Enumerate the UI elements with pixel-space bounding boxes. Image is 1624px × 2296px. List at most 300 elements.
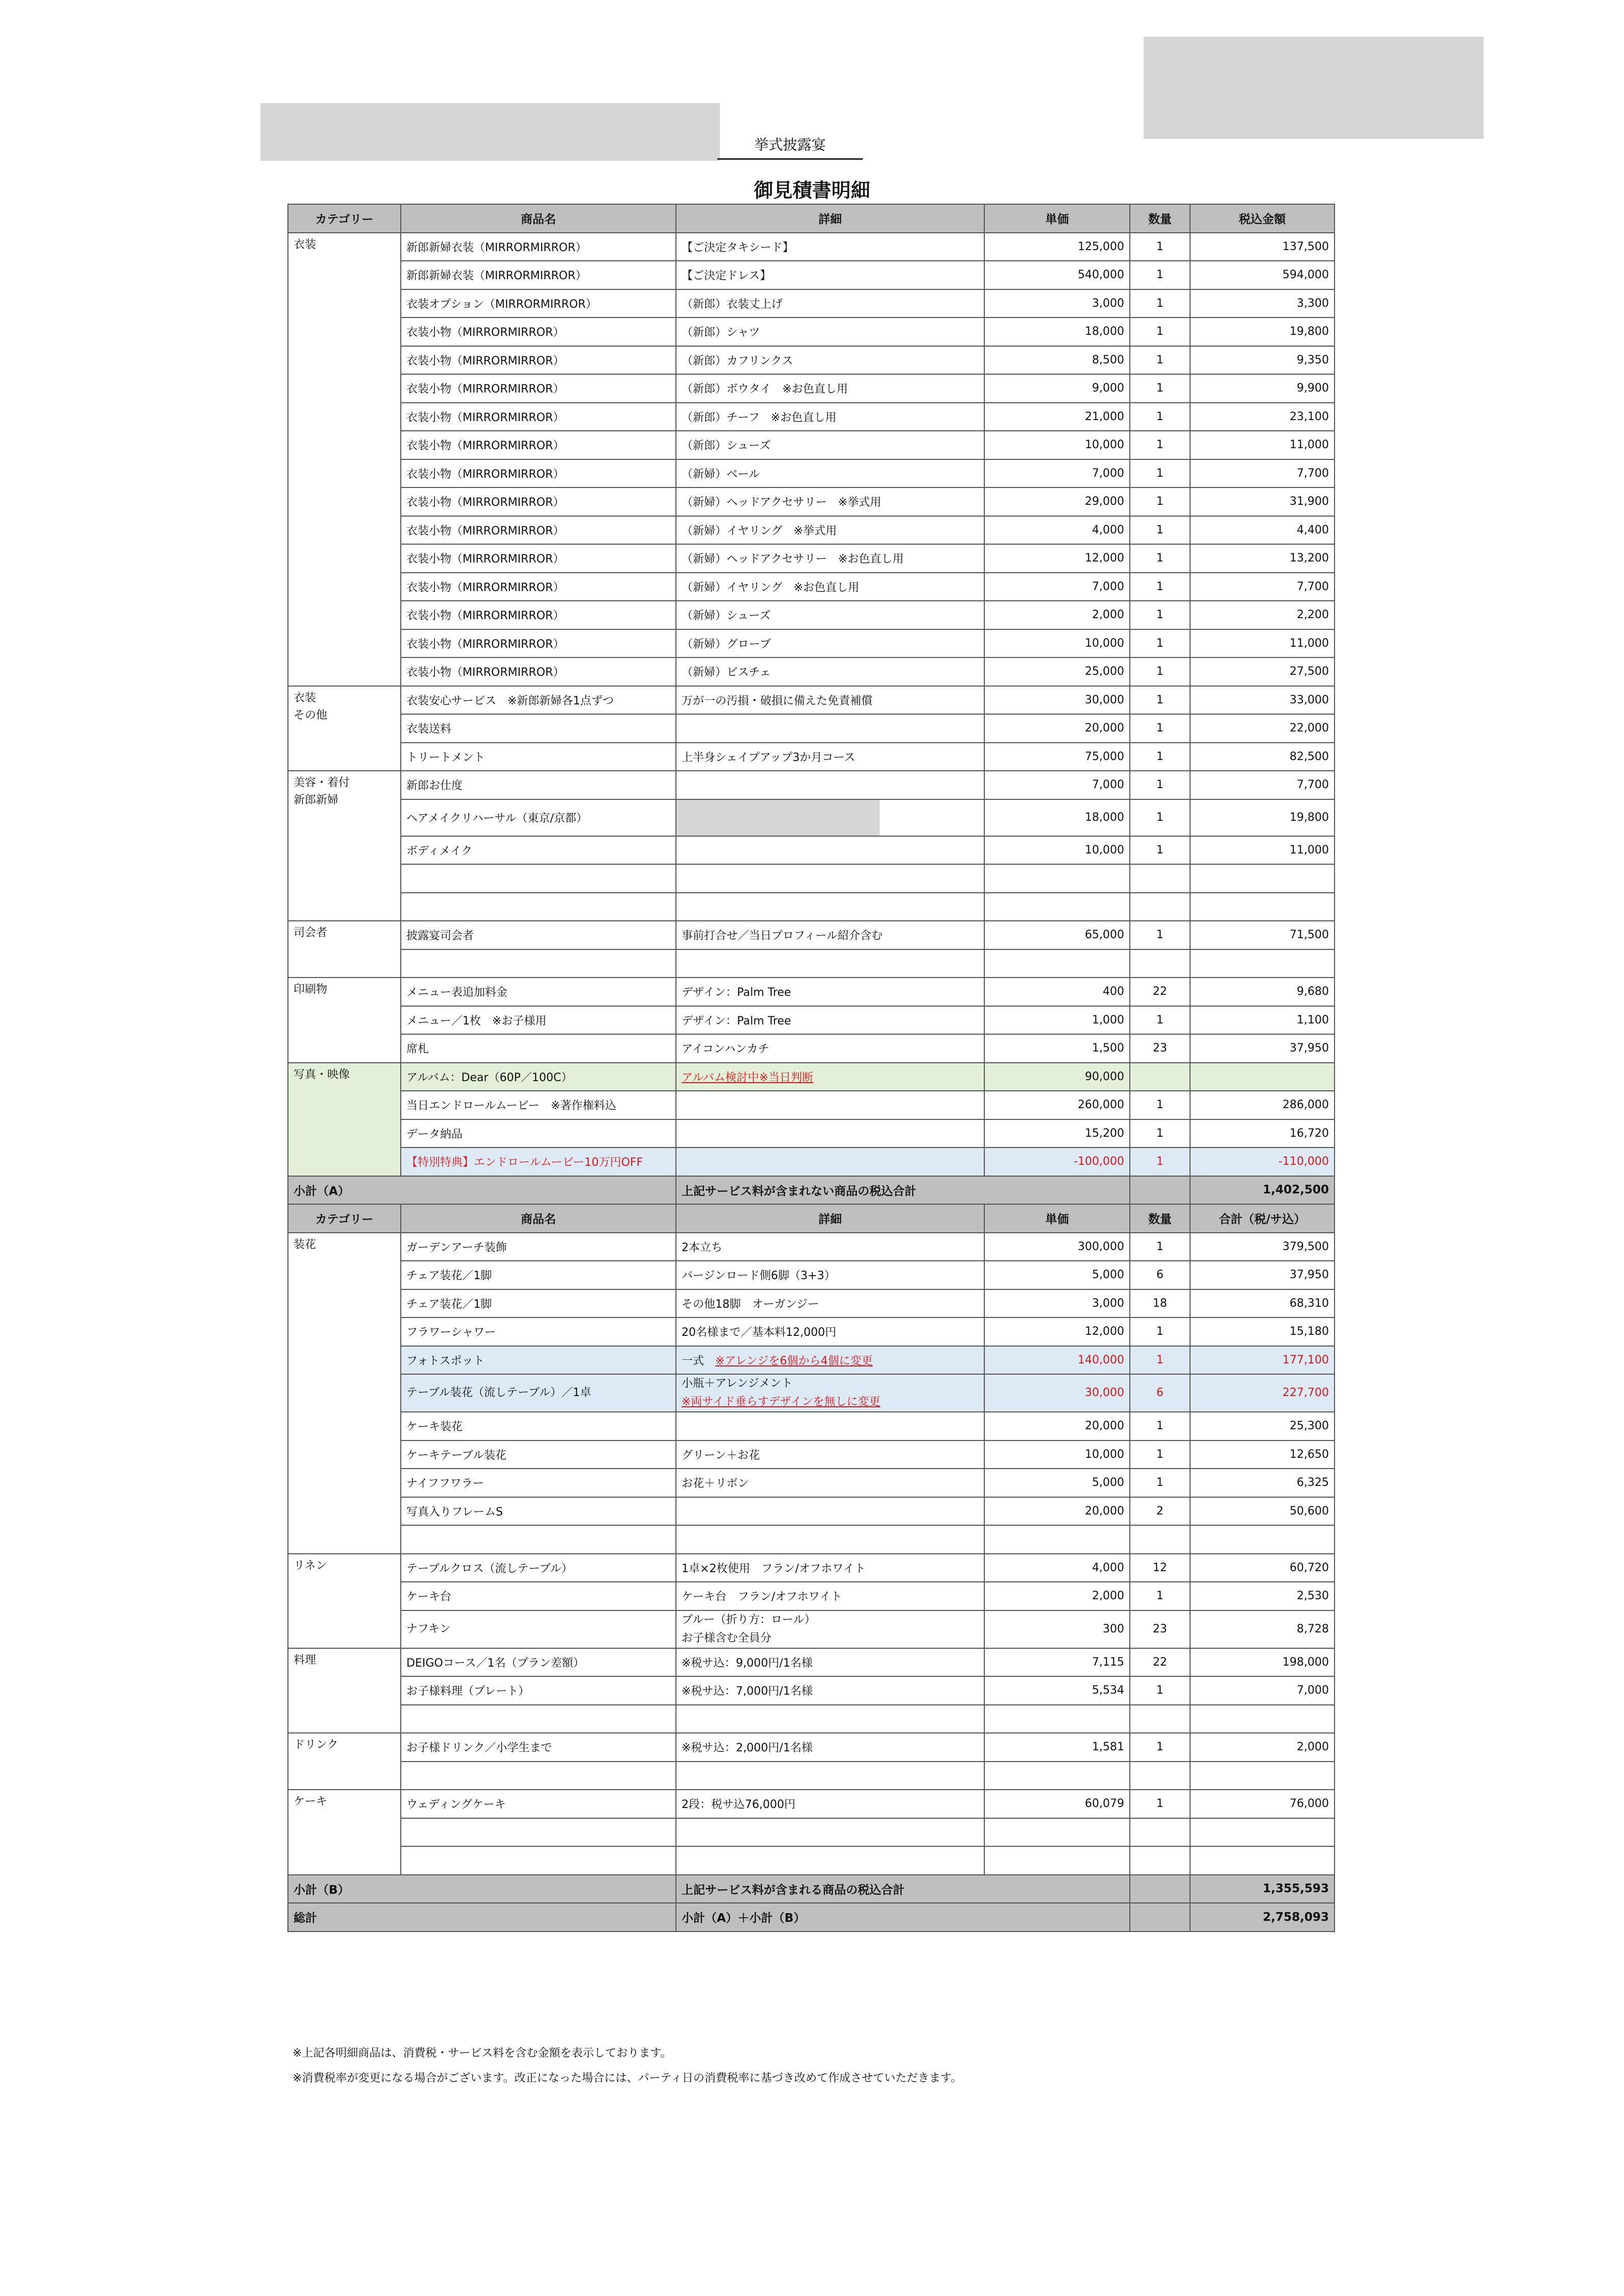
table-row — [288, 1063, 1335, 1091]
table-row — [288, 516, 1335, 545]
table-row — [288, 1818, 1335, 1847]
unit-price-cell: 21,000 — [984, 403, 1130, 431]
quantity-cell: 1 — [1130, 403, 1190, 431]
detail-cell: 【ご決定ドレス】 — [676, 261, 984, 289]
quantity-cell: 1 — [1130, 657, 1190, 686]
quantity-cell: 1 — [1130, 1233, 1190, 1261]
column-header-category: カテゴリー — [288, 204, 401, 233]
unit-price-cell — [984, 949, 1130, 978]
item-name-cell: ケーキテーブル装花 — [401, 1440, 676, 1469]
amount-cell: 4,400 — [1190, 516, 1335, 545]
category-cell: 料理 — [288, 1648, 401, 1733]
table-row — [288, 1091, 1335, 1119]
unit-price-cell: 25,000 — [984, 657, 1130, 686]
ceremony-label: 挙式披露宴 — [717, 132, 863, 160]
category-cell: リネン — [288, 1554, 401, 1648]
category-cell: 美容・着付 新郎新婦 — [288, 771, 401, 921]
unit-price-cell: 30,000 — [984, 686, 1130, 715]
item-name-cell: 衣装小物（MIRRORMIRROR） — [401, 657, 676, 686]
table-row — [288, 949, 1335, 978]
amount-cell — [1190, 1063, 1335, 1091]
unit-price-cell: 20,000 — [984, 714, 1130, 743]
table-row — [288, 1346, 1335, 1375]
column-header-category: カテゴリー — [288, 1204, 401, 1233]
amount-cell: 6,325 — [1190, 1469, 1335, 1497]
column-header-quantity: 数量 — [1130, 1204, 1190, 1233]
item-name-cell: 衣装小物（MIRRORMIRROR） — [401, 403, 676, 431]
item-name-cell: 席札 — [401, 1034, 676, 1063]
detail-cell: バージンロード側6脚（3+3） — [676, 1261, 984, 1289]
table-row — [288, 1790, 1335, 1818]
unit-price-cell: 10,000 — [984, 1440, 1130, 1469]
item-name-cell: 衣装小物（MIRRORMIRROR） — [401, 346, 676, 375]
table-header-row — [288, 1204, 1335, 1233]
amount-cell: 37,950 — [1190, 1261, 1335, 1289]
quantity-cell: 1 — [1130, 1440, 1190, 1469]
amount-cell: 1,100 — [1190, 1006, 1335, 1035]
summary-amount: 1,355,593 — [1190, 1875, 1335, 1903]
summary-label: 小計（B） — [288, 1875, 676, 1903]
amount-cell: 8,728 — [1190, 1610, 1335, 1648]
unit-price-cell: 5,000 — [984, 1261, 1130, 1289]
item-name-cell: データ納品 — [401, 1119, 676, 1148]
detail-cell: （新婦）イヤリング ※挙式用 — [676, 516, 984, 545]
unit-price-cell: 20,000 — [984, 1412, 1130, 1440]
item-name-cell — [401, 864, 676, 893]
quantity-cell: 22 — [1130, 978, 1190, 1006]
amount-cell: 7,700 — [1190, 771, 1335, 799]
amount-cell: 2,000 — [1190, 1733, 1335, 1762]
item-name-cell: お子様料理（プレート） — [401, 1676, 676, 1705]
detail-cell: （新婦）イヤリング ※お色直し用 — [676, 573, 984, 601]
detail-cell — [676, 1705, 984, 1733]
detail-cell: （新婦）シューズ — [676, 601, 984, 629]
detail-cell: ブルー（折り方：ロール） お子様含む全員分 — [676, 1610, 984, 1648]
quantity-cell: 1 — [1130, 1582, 1190, 1610]
item-name-cell: 【特別特典】エンドロールムービー10万円OFF — [401, 1147, 676, 1176]
unit-price-cell: 12,000 — [984, 1317, 1130, 1346]
unit-price-cell — [984, 1705, 1130, 1733]
quantity-cell: 1 — [1130, 1317, 1190, 1346]
quantity-cell: 1 — [1130, 346, 1190, 375]
table-row — [288, 1469, 1335, 1497]
amount-cell: 31,900 — [1190, 487, 1335, 516]
item-name-cell: 衣装小物（MIRRORMIRROR） — [401, 601, 676, 629]
category-cell: 衣装 その他 — [288, 686, 401, 771]
quantity-cell: 1 — [1130, 487, 1190, 516]
quantity-cell: 1 — [1130, 629, 1190, 658]
quantity-cell: 1 — [1130, 1091, 1190, 1119]
table-row — [288, 317, 1335, 346]
table-row — [288, 921, 1335, 949]
column-header-detail: 詳細 — [676, 1204, 984, 1233]
unit-price-cell: 7,000 — [984, 573, 1130, 601]
detail-cell: 2段：税サ込76,000円 — [676, 1790, 984, 1818]
quantity-cell: 1 — [1130, 261, 1190, 289]
amount-cell: 177,100 — [1190, 1346, 1335, 1375]
amount-cell — [1190, 1846, 1335, 1875]
category-cell: 装花 — [288, 1233, 401, 1554]
table-row — [288, 346, 1335, 375]
page-title: 御見積書明細 — [754, 179, 870, 202]
unit-price-cell: 540,000 — [984, 261, 1130, 289]
column-header-detail: 詳細 — [676, 204, 984, 233]
quantity-cell: 18 — [1130, 1289, 1190, 1318]
detail-cell: お花＋リボン — [676, 1469, 984, 1497]
amount-cell: 3,300 — [1190, 289, 1335, 318]
item-name-cell: 新郎新婦衣装（MIRRORMIRROR） — [401, 233, 676, 261]
table-row — [288, 1440, 1335, 1469]
column-header-item-name: 商品名 — [401, 204, 676, 233]
quantity-cell — [1130, 893, 1190, 921]
quantity-cell: 1 — [1130, 1147, 1190, 1176]
summary-description: 上記サービス料が含まれる商品の税込合計 — [676, 1875, 1130, 1903]
item-name-cell: メニュー表追加料金 — [401, 978, 676, 1006]
detail-cell — [676, 1525, 984, 1554]
amount-cell: 19,800 — [1190, 317, 1335, 346]
unit-price-cell: 5,000 — [984, 1469, 1130, 1497]
quantity-cell — [1130, 1525, 1190, 1554]
detail-cell — [676, 1818, 984, 1847]
table-row — [288, 1846, 1335, 1875]
unit-price-cell — [984, 864, 1130, 893]
amount-cell: 11,000 — [1190, 836, 1335, 865]
amount-cell: 594,000 — [1190, 261, 1335, 289]
unit-price-cell: 1,500 — [984, 1034, 1130, 1063]
quantity-cell — [1130, 1818, 1190, 1847]
unit-price-cell: 300 — [984, 1610, 1130, 1648]
amount-cell: 9,680 — [1190, 978, 1335, 1006]
detail-cell — [676, 1091, 984, 1119]
table-row — [288, 1525, 1335, 1554]
detail-cell: （新郎）カフリンクス — [676, 346, 984, 375]
footnote-2: ※消費税率が変更になる場合がございます。改正になった場合には、パーティ日の消費税率に基づき改めて作成させていただきます。 — [293, 2072, 962, 2085]
item-name-cell — [401, 893, 676, 921]
item-name-cell: 衣装小物（MIRRORMIRROR） — [401, 573, 676, 601]
unit-price-cell: 30,000 — [984, 1374, 1130, 1412]
unit-price-cell — [984, 1818, 1130, 1847]
detail-cell: 20名様まで／基本料12,000円 — [676, 1317, 984, 1346]
amount-cell: 379,500 — [1190, 1233, 1335, 1261]
detail-cell: （新郎）シャツ — [676, 317, 984, 346]
table-row — [288, 459, 1335, 488]
amount-cell: 68,310 — [1190, 1289, 1335, 1318]
quantity-cell: 1 — [1130, 459, 1190, 488]
item-name-cell: 披露宴司会者 — [401, 921, 676, 949]
table-row — [288, 374, 1335, 403]
amount-cell: 50,600 — [1190, 1497, 1335, 1526]
unit-price-cell — [984, 1846, 1130, 1875]
unit-price-cell: 8,500 — [984, 346, 1130, 375]
item-name-cell: 当日エンドロールムービー ※著作権料込 — [401, 1091, 676, 1119]
detail-cell — [676, 836, 984, 865]
detail-cell: アルバム検討中※当日判断 — [676, 1063, 984, 1091]
amount-cell: 25,300 — [1190, 1412, 1335, 1440]
table-row — [288, 261, 1335, 289]
unit-price-cell: 140,000 — [984, 1346, 1130, 1375]
quantity-cell: 1 — [1130, 1469, 1190, 1497]
item-name-cell: 新郎お仕度 — [401, 771, 676, 799]
table-row — [288, 864, 1335, 893]
detail-cell: デザイン：Palm Tree — [676, 1006, 984, 1035]
unit-price-cell: 9,000 — [984, 374, 1130, 403]
detail-cell: ※税サ込：2,000円/1名様 — [676, 1733, 984, 1762]
unit-price-cell — [984, 1762, 1130, 1790]
table-row — [288, 233, 1335, 261]
amount-cell: 198,000 — [1190, 1648, 1335, 1677]
amount-cell — [1190, 1818, 1335, 1847]
summary-description: 小計（A）＋小計（B） — [676, 1903, 1130, 1932]
quantity-cell: 1 — [1130, 601, 1190, 629]
item-name-cell: ガーデンアーチ装飾 — [401, 1233, 676, 1261]
category-cell: ドリンク — [288, 1733, 401, 1790]
table-row — [288, 629, 1335, 658]
amount-cell — [1190, 949, 1335, 978]
quantity-cell: 1 — [1130, 799, 1190, 836]
amount-cell: 2,530 — [1190, 1582, 1335, 1610]
quantity-cell: 1 — [1130, 771, 1190, 799]
detail-cell: 万が一の汚損・破損に備えた免責補償 — [676, 686, 984, 715]
unit-price-cell — [984, 1525, 1130, 1554]
detail-cell: 2本立ち — [676, 1233, 984, 1261]
table-row — [288, 1034, 1335, 1063]
summary-label: 小計（A） — [288, 1176, 676, 1205]
amount-cell: 76,000 — [1190, 1790, 1335, 1818]
detail-cell: 一式 ※アレンジを6個から4個に変更 — [676, 1346, 984, 1375]
amount-cell: 12,650 — [1190, 1440, 1335, 1469]
category-cell: ケーキ — [288, 1790, 401, 1875]
table-header-row — [288, 204, 1335, 233]
total-row — [288, 1903, 1335, 1932]
detail-cell — [676, 1412, 984, 1440]
detail-cell: （新郎）チーフ ※お色直し用 — [676, 403, 984, 431]
item-name-cell: 衣装オプション（MIRRORMIRROR） — [401, 289, 676, 318]
item-name-cell — [401, 1705, 676, 1733]
category-cell: 印刷物 — [288, 978, 401, 1063]
quantity-cell: 1 — [1130, 233, 1190, 261]
item-name-cell: フラワーシャワー — [401, 1317, 676, 1346]
unit-price-cell: 10,000 — [984, 629, 1130, 658]
item-name-cell: テーブル装花（流しテーブル）／1卓 — [401, 1374, 676, 1412]
unit-price-cell: 1,581 — [984, 1733, 1130, 1762]
unit-price-cell: 75,000 — [984, 743, 1130, 771]
unit-price-cell: 18,000 — [984, 317, 1130, 346]
item-name-cell: ヘアメイクリハーサル（東京/京都） — [401, 799, 676, 836]
amount-cell: 23,100 — [1190, 403, 1335, 431]
amount-cell — [1190, 1762, 1335, 1790]
amount-cell: 7,700 — [1190, 573, 1335, 601]
detail-cell: ※税サ込：7,000円/1名様 — [676, 1676, 984, 1705]
column-header-unit-price: 単価 — [984, 204, 1130, 233]
quantity-cell: 1 — [1130, 686, 1190, 715]
detail-cell: 小瓶＋アレンジメント ※両サイド垂らすデザインを無しに変更 — [676, 1374, 984, 1412]
table-row — [288, 1317, 1335, 1346]
quantity-cell: 1 — [1130, 1412, 1190, 1440]
quantity-cell: 6 — [1130, 1261, 1190, 1289]
summary-amount: 1,402,500 — [1190, 1176, 1335, 1205]
item-name-cell: ナフキン — [401, 1610, 676, 1648]
item-name-cell — [401, 949, 676, 978]
quantity-cell: 1 — [1130, 1346, 1190, 1375]
amount-cell: 27,500 — [1190, 657, 1335, 686]
item-name-cell: DEIGOコース／1名（プラン差額） — [401, 1648, 676, 1677]
summary-blank — [1130, 1176, 1190, 1205]
item-name-cell: 衣装小物（MIRRORMIRROR） — [401, 459, 676, 488]
table-row — [288, 1648, 1335, 1677]
detail-cell — [676, 1119, 984, 1148]
unit-price-cell: 60,079 — [984, 1790, 1130, 1818]
item-name-cell: 衣装小物（MIRRORMIRROR） — [401, 516, 676, 545]
table-row — [288, 1119, 1335, 1148]
table-row — [288, 1006, 1335, 1035]
subtotal-b-row — [288, 1875, 1335, 1903]
item-name-cell: 衣装小物（MIRRORMIRROR） — [401, 544, 676, 573]
detail-cell: （新婦）ヘッドアクセサリー ※挙式用 — [676, 487, 984, 516]
detail-cell: グリーン＋お花 — [676, 1440, 984, 1469]
detail-cell: （新婦）グローブ — [676, 629, 984, 658]
amount-cell: 137,500 — [1190, 233, 1335, 261]
quantity-cell: 1 — [1130, 289, 1190, 318]
unit-price-cell: 10,000 — [984, 836, 1130, 865]
detail-cell: 上半身シェイプアップ3か月コース — [676, 743, 984, 771]
item-name-cell: 衣装小物（MIRRORMIRROR） — [401, 487, 676, 516]
footnote-1: ※上記各明細商品は、消費税・サービス料を含む金額を表示しております。 — [293, 2047, 672, 2060]
quantity-cell — [1130, 864, 1190, 893]
unit-price-cell: 5,534 — [984, 1676, 1130, 1705]
table-row — [288, 1497, 1335, 1526]
table-row — [288, 1147, 1335, 1176]
quantity-cell: 1 — [1130, 714, 1190, 743]
quantity-cell: 1 — [1130, 544, 1190, 573]
table-row — [288, 431, 1335, 459]
detail-cell: （新郎）衣装丈上げ — [676, 289, 984, 318]
table-row — [288, 978, 1335, 1006]
quantity-cell: 1 — [1130, 743, 1190, 771]
unit-price-cell: 300,000 — [984, 1233, 1130, 1261]
quantity-cell: 23 — [1130, 1034, 1190, 1063]
quantity-cell: 1 — [1130, 836, 1190, 865]
unit-price-cell: 10,000 — [984, 431, 1130, 459]
unit-price-cell: 4,000 — [984, 516, 1130, 545]
amount-cell: 11,000 — [1190, 431, 1335, 459]
amount-cell: 7,700 — [1190, 459, 1335, 488]
amount-cell — [1190, 893, 1335, 921]
redacted-detail — [676, 800, 880, 836]
change-note: ※アレンジを6個から4個に変更 — [715, 1354, 873, 1367]
quantity-cell: 1 — [1130, 1676, 1190, 1705]
detail-cell — [676, 949, 984, 978]
table-row — [288, 1610, 1335, 1648]
category-cell: 司会者 — [288, 921, 401, 978]
item-name-cell: メニュー／1枚 ※お子様用 — [401, 1006, 676, 1035]
amount-cell: 7,000 — [1190, 1676, 1335, 1705]
table-row — [288, 1733, 1335, 1762]
quantity-cell — [1130, 949, 1190, 978]
unit-price-cell: 3,000 — [984, 1289, 1130, 1318]
summary-amount: 2,758,093 — [1190, 1903, 1335, 1932]
item-name-cell: フォトスポット — [401, 1346, 676, 1375]
detail-cell: （新郎）シューズ — [676, 431, 984, 459]
detail-cell: その他18脚 オーガンジー — [676, 1289, 984, 1318]
column-header-item-name: 商品名 — [401, 1204, 676, 1233]
table-row — [288, 1261, 1335, 1289]
amount-cell: 19,800 — [1190, 799, 1335, 836]
item-name-cell: ナイフフワラー — [401, 1469, 676, 1497]
item-name-cell: ウェディングケーキ — [401, 1790, 676, 1818]
table-row — [288, 1374, 1335, 1412]
detail-cell: 事前打合せ／当日プロフィール紹介含む — [676, 921, 984, 949]
unit-price-cell: 7,000 — [984, 459, 1130, 488]
detail-cell: デザイン：Palm Tree — [676, 978, 984, 1006]
unit-price-cell: 125,000 — [984, 233, 1130, 261]
quantity-cell — [1130, 1063, 1190, 1091]
unit-price-cell: 18,000 — [984, 799, 1130, 836]
item-name-cell: 衣装小物（MIRRORMIRROR） — [401, 431, 676, 459]
quantity-cell: 1 — [1130, 921, 1190, 949]
amount-cell: 9,900 — [1190, 374, 1335, 403]
column-header-amount: 税込金額 — [1190, 204, 1335, 233]
unit-price-cell: 400 — [984, 978, 1130, 1006]
quantity-cell: 12 — [1130, 1554, 1190, 1582]
detail-cell: ケーキ台 フラン/オフホワイト — [676, 1582, 984, 1610]
detail-cell — [676, 799, 984, 836]
summary-label: 総計 — [288, 1903, 676, 1932]
unit-price-cell: 2,000 — [984, 1582, 1130, 1610]
quantity-cell: 1 — [1130, 1733, 1190, 1762]
detail-line2: お子様含む全員分 — [682, 1631, 772, 1645]
detail-cell — [676, 1762, 984, 1790]
amount-cell — [1190, 864, 1335, 893]
amount-cell: 33,000 — [1190, 686, 1335, 715]
summary-blank — [1130, 1903, 1190, 1932]
item-name-cell: 衣装安心サービス ※新郎新婦各1点ずつ — [401, 686, 676, 715]
quantity-cell: 1 — [1130, 1006, 1190, 1035]
item-name-cell: ボディメイク — [401, 836, 676, 865]
summary-blank — [1130, 1875, 1190, 1903]
item-name-cell: テーブルクロス（流しテーブル） — [401, 1554, 676, 1582]
item-name-cell — [401, 1818, 676, 1847]
redacted-logo — [1144, 37, 1484, 139]
quantity-cell: 1 — [1130, 1119, 1190, 1148]
unit-price-cell: 7,000 — [984, 771, 1130, 799]
table-row — [288, 1412, 1335, 1440]
item-name-cell: トリートメント — [401, 743, 676, 771]
table-row — [288, 1289, 1335, 1318]
item-name-cell: チェア装花／1脚 — [401, 1289, 676, 1318]
unit-price-cell: 4,000 — [984, 1554, 1130, 1582]
table-row — [288, 1582, 1335, 1610]
amount-cell: 37,950 — [1190, 1034, 1335, 1063]
amount-cell: 9,350 — [1190, 346, 1335, 375]
table-row — [288, 403, 1335, 431]
table-row — [288, 686, 1335, 715]
amount-cell — [1190, 1705, 1335, 1733]
column-header-unit-price: 単価 — [984, 1204, 1130, 1233]
amount-cell: 227,700 — [1190, 1374, 1335, 1412]
item-name-cell: ケーキ装花 — [401, 1412, 676, 1440]
detail-cell: アイコンハンカチ — [676, 1034, 984, 1063]
detail-cell: （新婦）ヘッドアクセサリー ※お色直し用 — [676, 544, 984, 573]
quantity-cell — [1130, 1762, 1190, 1790]
table-row — [288, 487, 1335, 516]
detail-cell: （新郎）ボウタイ ※お色直し用 — [676, 374, 984, 403]
table-row — [288, 771, 1335, 799]
table-row — [288, 601, 1335, 629]
unit-price-cell: 15,200 — [984, 1119, 1130, 1148]
quantity-cell: 1 — [1130, 317, 1190, 346]
unit-price-cell: 29,000 — [984, 487, 1130, 516]
item-name-cell: 衣装小物（MIRRORMIRROR） — [401, 629, 676, 658]
